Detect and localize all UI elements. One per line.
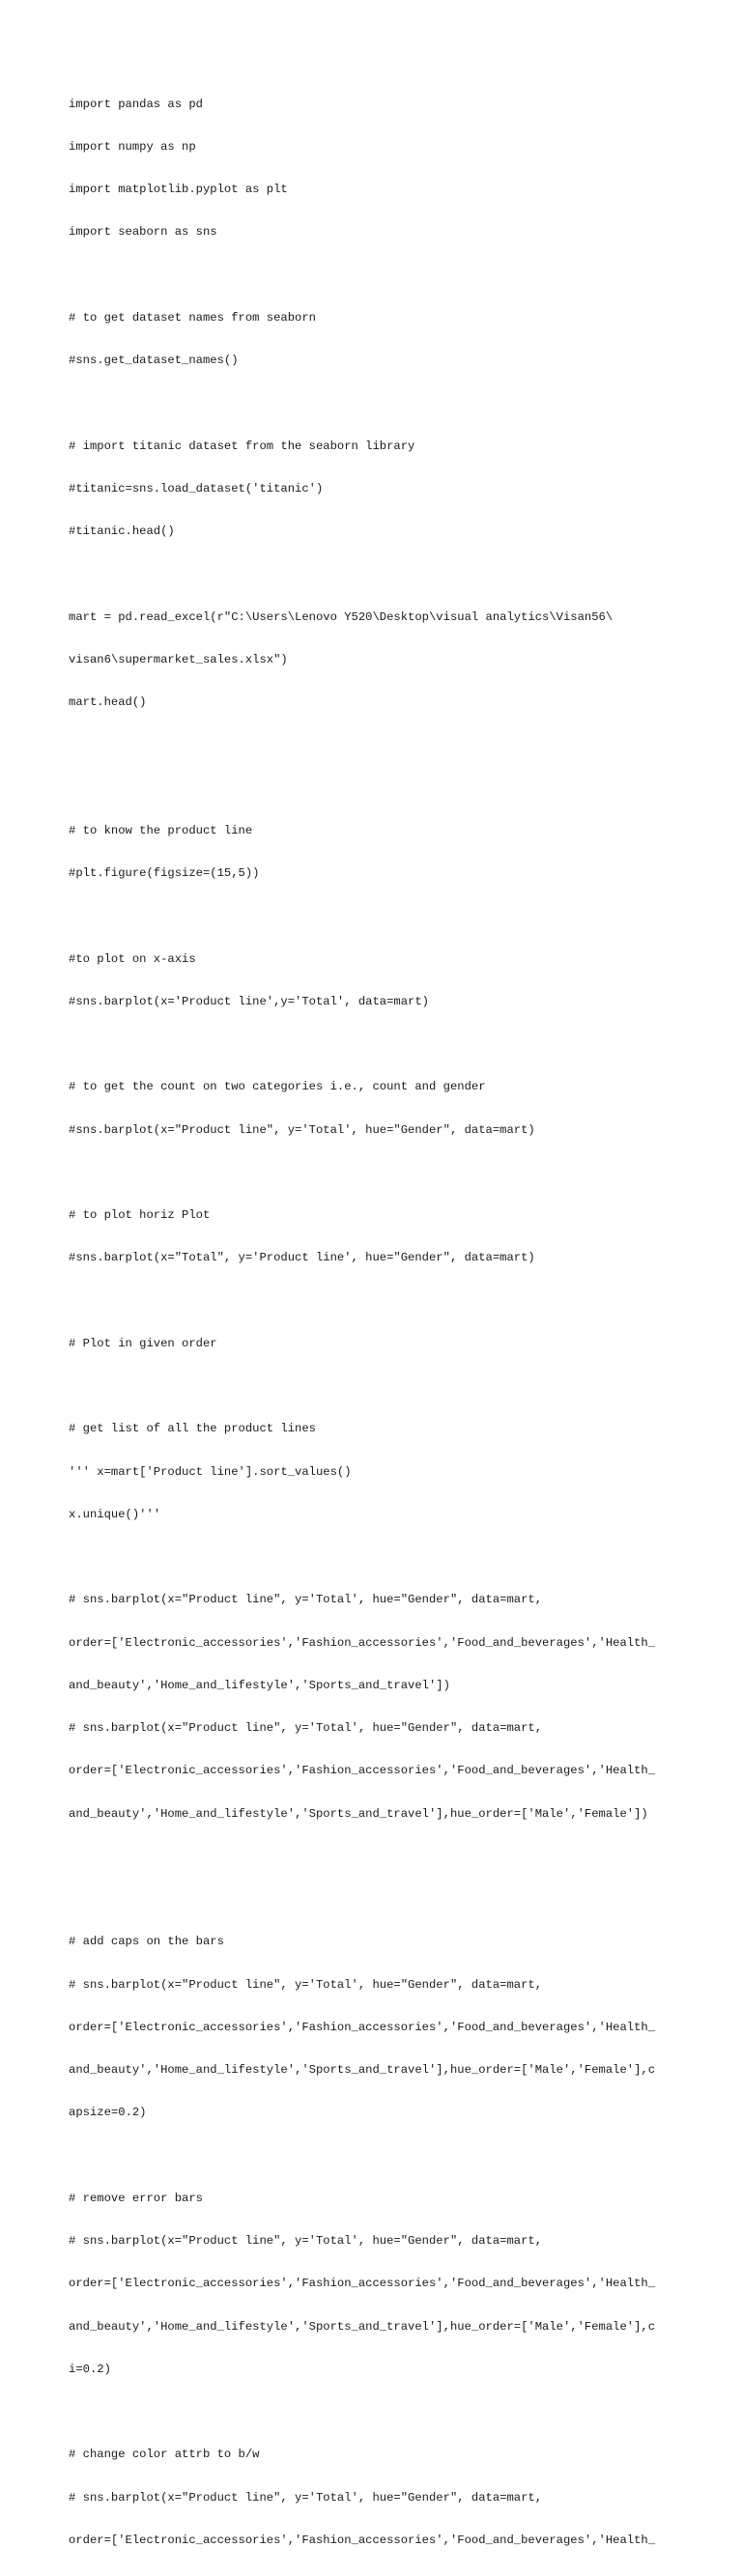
- code-line: order=['Electronic_accessories','Fashion_accessories','Food_and_beverages','Health_: [69, 1635, 656, 1650]
- code-line: [69, 1892, 687, 1907]
- code-line: import pandas as pd: [69, 97, 203, 111]
- code-line: [69, 567, 687, 581]
- code-line: import seaborn as sns: [69, 225, 217, 240]
- code-line: mart = pd.read_excel(r"C:\Users\Lenovo Y520\Desktop\visual analytics\Visan56\: [69, 609, 614, 624]
- code-line: [69, 781, 687, 796]
- code-line: order=['Electronic_accessories','Fashion_accessories','Food_and_beverages','Health_: [69, 2533, 656, 2547]
- code-line: [69, 738, 687, 752]
- code-line: # to know the product line: [69, 823, 253, 837]
- code-line: [69, 1294, 687, 1309]
- code-line: #sns.barplot(x='Product line',y='Total', data=mart): [69, 994, 429, 1008]
- code-line: # change color attrb to b/w: [69, 2448, 260, 2462]
- code-line: i=0.2): [69, 2362, 111, 2376]
- code-line: # sns.barplot(x="Product line", y='Total', hue="Gender", data=mart,: [69, 2234, 543, 2248]
- code-line: # Plot in given order: [69, 1336, 217, 1350]
- code-line: [69, 1379, 687, 1394]
- code-line: [69, 909, 687, 923]
- code-line: #sns.barplot(x="Total", y='Product line', hue="Gender", data=mart): [69, 1251, 535, 1265]
- code-line: ''' x=mart['Product line'].sort_values(): [69, 1464, 352, 1479]
- code-line: # get list of all the product lines: [69, 1422, 316, 1436]
- code-line: import numpy as np: [69, 139, 196, 154]
- code-line: # sns.barplot(x="Product line", y='Total', hue="Gender", data=mart,: [69, 2490, 543, 2505]
- code-line: [69, 269, 687, 283]
- code-block: [69, 69, 687, 2576]
- code-line: [69, 1550, 687, 1565]
- code-line: # to get dataset names from seaborn: [69, 310, 316, 325]
- code-line: #to plot on x-axis: [69, 951, 196, 966]
- code-line: #sns.barplot(x="Product line", y='Total', hue="Gender", data=mart): [69, 1122, 535, 1137]
- code-line: and_beauty','Home_and_lifestyle','Sports_and_travel']): [69, 1678, 450, 1692]
- code-line: [69, 2405, 687, 2420]
- code-line: order=['Electronic_accessories','Fashion_accessories','Food_and_beverages','Health_: [69, 2020, 656, 2034]
- code-line: and_beauty','Home_and_lifestyle','Sports_and_travel'],hue_order=['Male','Female'],c: [69, 2319, 656, 2334]
- code-line: and_beauty','Home_and_lifestyle','Sports_and_travel'],hue_order=['Male','Female'],c: [69, 2063, 656, 2077]
- code-line: visan6\supermarket_sales.xlsx"): [69, 652, 288, 666]
- code-line: # import titanic dataset from the seaborn library: [69, 439, 415, 453]
- code-line: [69, 1850, 687, 1864]
- code-line: import matplotlib.pyplot as plt: [69, 183, 288, 196]
- code-line: order=['Electronic_accessories','Fashion_accessories','Food_and_beverages','Health_: [69, 2277, 656, 2291]
- code-line: [69, 2149, 687, 2164]
- code-line: #titanic.head(): [69, 524, 175, 538]
- code-line: # sns.barplot(x="Product line", y='Total', hue="Gender", data=mart,: [69, 1721, 543, 1735]
- code-line: and_beauty','Home_and_lifestyle','Sports_and_travel'],hue_order=['Male','Female']): [69, 1806, 648, 1821]
- code-line: # to get the count on two categories i.e., count and gender: [69, 1080, 486, 1094]
- code-line: # add caps on the bars: [69, 1935, 224, 1949]
- code-line: # sns.barplot(x="Product line", y='Total', hue="Gender", data=mart,: [69, 1977, 543, 1992]
- code-line: #sns.get_dataset_names(): [69, 354, 239, 367]
- code-line: # to plot horiz Plot: [69, 1208, 211, 1222]
- code-line: [69, 1037, 687, 1052]
- code-line: [69, 396, 687, 410]
- code-line: apsize=0.2): [69, 2106, 147, 2120]
- code-line: # remove error bars: [69, 2191, 203, 2205]
- code-line: # sns.barplot(x="Product line", y='Total', hue="Gender", data=mart,: [69, 1593, 543, 1607]
- code-line: order=['Electronic_accessories','Fashion_accessories','Food_and_beverages','Health_: [69, 1764, 656, 1778]
- code-line: x.unique()''': [69, 1507, 161, 1521]
- code-line: #titanic=sns.load_dataset('titanic'): [69, 481, 324, 495]
- code-line: mart.head(): [69, 695, 147, 709]
- code-line: #plt.figure(figsize=(15,5)): [69, 866, 260, 880]
- code-line: [69, 1166, 687, 1180]
